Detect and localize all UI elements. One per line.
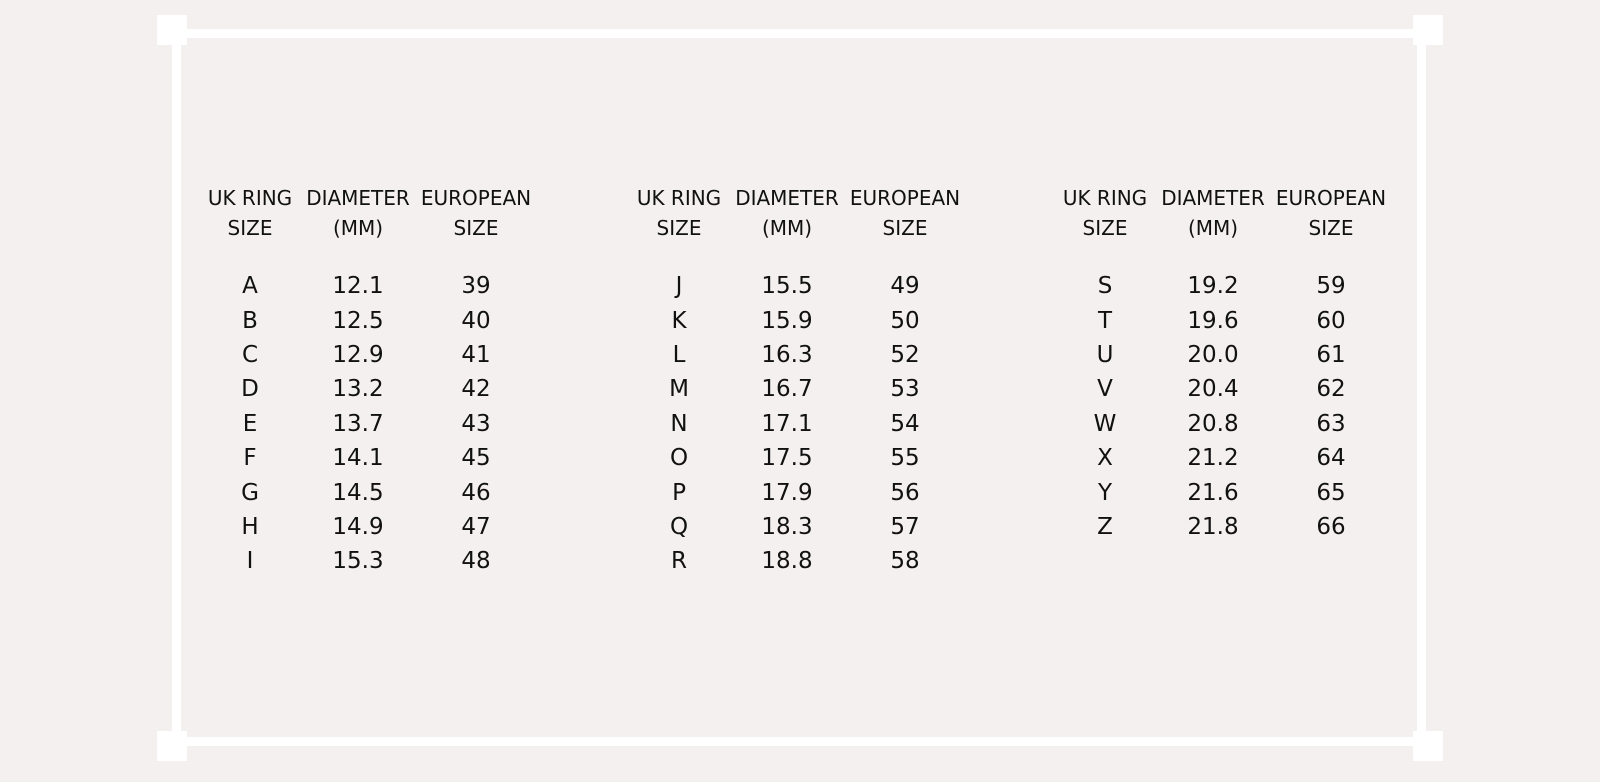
uk-size-cell: I — [246, 548, 254, 575]
table-body — [200, 269, 536, 579]
diameter-cell: 13.2 — [332, 376, 384, 403]
header-uk-ring-size — [1055, 183, 1155, 243]
european-size-cell: 55 — [890, 445, 920, 472]
uk-size-cell: C — [241, 341, 259, 368]
table-row — [1055, 372, 1391, 406]
uk-size-cell: R — [671, 548, 687, 575]
european-size-cell: 52 — [890, 341, 920, 368]
header-diameter-line2: (MM) — [761, 216, 813, 240]
uk-size-cell: N — [670, 410, 688, 437]
table-row — [200, 269, 536, 303]
frame-top-border — [172, 29, 1426, 38]
table-row — [629, 303, 965, 337]
table-row — [200, 510, 536, 544]
diameter-cell: 12.9 — [332, 341, 384, 368]
uk-size-cell: W — [1093, 410, 1117, 437]
diameter-cell: 13.7 — [332, 410, 384, 437]
diameter-cell: 21.6 — [1187, 479, 1239, 506]
uk-size-cell: L — [672, 341, 686, 368]
header-european-line1: EUROPEAN — [420, 186, 532, 210]
uk-size-cell: O — [669, 445, 689, 472]
uk-size-cell: A — [242, 273, 258, 300]
table-row — [1055, 510, 1391, 544]
uk-size-cell: U — [1096, 341, 1114, 368]
uk-size-cell: J — [675, 273, 683, 300]
header-european-line2: SIZE — [882, 216, 928, 240]
uk-size-cell: P — [672, 479, 686, 506]
european-size-cell: 40 — [461, 307, 491, 334]
header-uk-ring-size — [200, 183, 300, 243]
table-row — [200, 338, 536, 372]
table-row — [200, 475, 536, 509]
european-size-cell: 64 — [1316, 445, 1346, 472]
diameter-cell: 18.8 — [761, 548, 813, 575]
diameter-cell: 17.1 — [761, 410, 813, 437]
table-row — [629, 269, 965, 303]
diameter-cell: 19.6 — [1187, 307, 1239, 334]
diameter-cell: 20.0 — [1187, 341, 1239, 368]
table-row — [200, 544, 536, 578]
header-diameter — [300, 183, 416, 243]
header-european-line2: SIZE — [453, 216, 499, 240]
table-row — [629, 372, 965, 406]
header-diameter-line1: DIAMETER — [306, 186, 410, 210]
diameter-cell: 21.8 — [1187, 513, 1239, 540]
table-row — [1055, 441, 1391, 475]
diameter-cell: 19.2 — [1187, 273, 1239, 300]
uk-size-cell: Z — [1097, 513, 1113, 540]
header-european-line1: EUROPEAN — [849, 186, 961, 210]
uk-size-cell: S — [1097, 273, 1113, 300]
european-size-cell: 42 — [461, 376, 491, 403]
ring-size-table-1 — [200, 183, 536, 579]
diameter-cell: 17.9 — [761, 479, 813, 506]
uk-size-cell: T — [1097, 307, 1113, 334]
frame-corner-bottom-left — [157, 731, 187, 761]
european-size-cell: 46 — [461, 479, 491, 506]
uk-size-cell: K — [671, 307, 687, 334]
european-size-cell: 53 — [890, 376, 920, 403]
header-uk-line1: UK RING — [1062, 186, 1148, 210]
table-row — [1055, 475, 1391, 509]
european-size-cell: 48 — [461, 548, 491, 575]
table-row — [1055, 338, 1391, 372]
header-uk-line1: UK RING — [207, 186, 293, 210]
diameter-cell: 16.7 — [761, 376, 813, 403]
table-row — [200, 441, 536, 475]
european-size-cell: 65 — [1316, 479, 1346, 506]
table-row — [629, 407, 965, 441]
uk-size-cell: G — [241, 479, 259, 506]
european-size-cell: 62 — [1316, 376, 1346, 403]
table-header — [200, 183, 536, 243]
frame-bottom-border — [172, 737, 1426, 746]
diameter-cell: 15.3 — [332, 548, 384, 575]
table-body — [629, 269, 965, 579]
uk-size-cell: Q — [669, 513, 689, 540]
header-european-size — [1271, 183, 1391, 243]
table-row — [200, 407, 536, 441]
european-size-cell: 45 — [461, 445, 491, 472]
header-uk-line2: SIZE — [227, 216, 273, 240]
table-row — [629, 441, 965, 475]
european-size-cell: 63 — [1316, 410, 1346, 437]
uk-size-cell: Y — [1097, 479, 1113, 506]
european-size-cell: 66 — [1316, 513, 1346, 540]
diameter-cell: 21.2 — [1187, 445, 1239, 472]
table-row — [200, 372, 536, 406]
european-size-cell: 56 — [890, 479, 920, 506]
table-row — [629, 338, 965, 372]
table-row — [1055, 269, 1391, 303]
diameter-cell: 14.9 — [332, 513, 384, 540]
diameter-cell: 15.5 — [761, 273, 813, 300]
table-header — [629, 183, 965, 243]
header-uk-ring-size — [629, 183, 729, 243]
european-size-cell: 50 — [890, 307, 920, 334]
uk-size-cell: E — [242, 410, 258, 437]
header-european-size — [416, 183, 536, 243]
european-size-cell: 54 — [890, 410, 920, 437]
header-diameter — [729, 183, 845, 243]
uk-size-cell: H — [241, 513, 259, 540]
uk-size-cell: M — [669, 376, 689, 403]
table-row — [629, 544, 965, 578]
table-body — [1055, 269, 1391, 544]
table-row — [200, 303, 536, 337]
frame-corner-top-right — [1413, 15, 1443, 45]
table-row — [629, 475, 965, 509]
header-diameter — [1155, 183, 1271, 243]
frame-left-border — [172, 29, 181, 746]
european-size-cell: 39 — [461, 273, 491, 300]
european-size-cell: 47 — [461, 513, 491, 540]
european-size-cell: 41 — [461, 341, 491, 368]
frame-corner-top-left — [157, 15, 187, 45]
header-european-size — [845, 183, 965, 243]
header-diameter-line2: (MM) — [1187, 216, 1239, 240]
diameter-cell: 16.3 — [761, 341, 813, 368]
diameter-cell: 14.5 — [332, 479, 384, 506]
european-size-cell: 61 — [1316, 341, 1346, 368]
diameter-cell: 17.5 — [761, 445, 813, 472]
european-size-cell: 60 — [1316, 307, 1346, 334]
european-size-cell: 58 — [890, 548, 920, 575]
diameter-cell: 20.4 — [1187, 376, 1239, 403]
header-european-line1: EUROPEAN — [1275, 186, 1387, 210]
uk-size-cell: V — [1097, 376, 1113, 403]
header-diameter-line1: DIAMETER — [1161, 186, 1265, 210]
european-size-cell: 43 — [461, 410, 491, 437]
european-size-cell: 59 — [1316, 273, 1346, 300]
ring-size-table-2 — [629, 183, 965, 579]
header-uk-line1: UK RING — [636, 186, 722, 210]
table-header — [1055, 183, 1391, 243]
european-size-cell: 49 — [890, 273, 920, 300]
header-diameter-line1: DIAMETER — [735, 186, 839, 210]
table-row — [1055, 303, 1391, 337]
diameter-cell: 14.1 — [332, 445, 384, 472]
table-row — [629, 510, 965, 544]
diameter-cell: 15.9 — [761, 307, 813, 334]
european-size-cell: 57 — [890, 513, 920, 540]
diameter-cell: 20.8 — [1187, 410, 1239, 437]
header-uk-line2: SIZE — [1082, 216, 1128, 240]
diameter-cell: 12.5 — [332, 307, 384, 334]
frame-corner-bottom-right — [1413, 731, 1443, 761]
diameter-cell: 12.1 — [332, 273, 384, 300]
uk-size-cell: B — [242, 307, 258, 334]
uk-size-cell: F — [243, 445, 257, 472]
ring-size-table-3 — [1055, 183, 1391, 544]
uk-size-cell: X — [1097, 445, 1113, 472]
diameter-cell: 18.3 — [761, 513, 813, 540]
uk-size-cell: D — [241, 376, 259, 403]
header-diameter-line2: (MM) — [332, 216, 384, 240]
frame-right-border — [1417, 29, 1426, 746]
header-uk-line2: SIZE — [656, 216, 702, 240]
table-row — [1055, 407, 1391, 441]
header-european-line2: SIZE — [1308, 216, 1354, 240]
